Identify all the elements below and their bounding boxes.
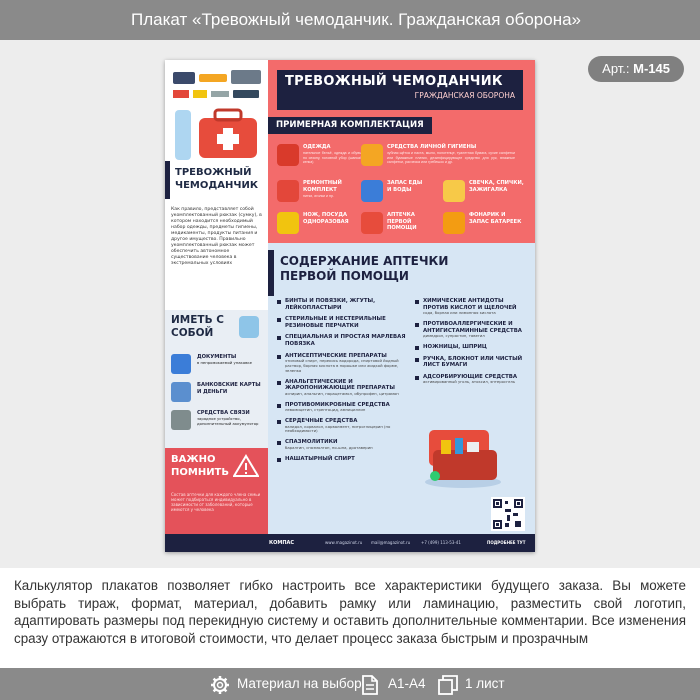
first-aid-title: СОДЕРЖАНИЕ АПТЕЧКИ ПЕРВОЙ ПОМОЩИ [280,254,449,283]
poster-title: ТРЕВОЖНЫЙ ЧЕМОДАНЧИК [285,74,503,89]
kit-item [277,142,363,170]
food-water-icon [361,180,383,202]
list-item [171,354,263,382]
list-item [415,356,527,369]
list-item [171,410,263,438]
med-name: АНТИСЕПТИЧЕСКИЕ ПРЕПАРАТЫ [285,352,387,359]
med-name: НАШАТЫРНЫЙ СПИРТ [285,455,355,462]
qr-label: ПОДРОБНЕЕ ТУТ [487,540,526,545]
qr-code[interactable] [491,497,525,531]
warning-icon [233,454,259,478]
supplies-illustration [169,66,265,164]
list-item [415,344,527,351]
med-name: АДСОРБИРУЮЩИЕ СРЕДСТВА [423,373,518,380]
meds-list-right [415,298,527,390]
list-item [277,298,407,311]
med-desc: активированный уголь, атоксил, энтеросгель [423,379,516,385]
credit-card-icon [171,382,191,402]
document-icon [361,675,379,695]
med-name: СЕРДЕЧНЫЕ СРЕДСТВА [285,417,358,424]
format-label: А1-А4 [388,676,426,691]
important-box [165,448,268,534]
kit-item-desc: нательное бельё, одежда и обувь по сезону, головной убор (шапка/кепка) [303,151,361,165]
kit-item-desc: нитки, иголки и пр. [303,194,334,198]
first-aid-kit-icon [361,212,383,234]
poster-footer [165,534,535,552]
poster-preview[interactable] [165,60,535,552]
hygiene-icon [361,144,383,166]
have-with-you-list [171,354,263,438]
backpack-icon [239,316,259,338]
footer-site: www.magazinot.ru [325,540,363,545]
med-desc: левомицетин, стрептоцид, ампициллин [285,407,366,413]
list-item [415,298,527,316]
left-title: ТРЕВОЖНЫЙ ЧЕМОДАНЧИК [175,167,259,191]
important-title: ВАЖНО ПОМНИТЬ [171,454,230,478]
kit-item-name: ФОНАРИК И ЗАПАС БАТАРЕЕК [469,212,522,225]
brand-logo: КОМПАС [269,540,295,546]
list-item [277,439,407,450]
list-item [415,374,527,385]
kit-item-desc: зубная щётка и паста, мыло, полотенце, туалетная бумага, сухие салфетки или бумажные платки, дезинфицирующее средство для рук, влажные салфетки, расческа или гребешок и др. [387,151,515,165]
left-title-band [165,161,268,199]
med-name: ПРОТИВОМИКРОБНЫЕ СРЕДСТВА [285,401,390,408]
sheets-label: 1 лист [465,676,505,691]
med-desc: аспирин, анальгин, парацетамол, ибупрофен, цитрамон [285,390,399,396]
meds-list-left [277,298,407,467]
gear-icon [210,675,230,695]
have-with-you-title: ИМЕТЬ С СОБОЙ [171,314,224,339]
med-name: БИНТЫ И ПОВЯЗКИ, ЖГУТЫ, ЛЕЙКОПЛАСТЫРИ [285,298,376,311]
med-desc: баралгин, спазмолгон, но-шпа, дротаверин [285,444,373,450]
page-title: Плакат «Тревожный чемоданчик. Гражданская оборона» [131,10,582,29]
first-aid-case-illustration [423,420,503,490]
have-item-desc: зарядное устройство, дополнительный аккумулятор [197,416,259,426]
list-item [277,353,407,374]
passport-icon [171,354,191,374]
have-item-name: БАНКОВСКИЕ КАРТЫ И ДЕНЬГИ [197,382,261,395]
article-code: М-145 [633,61,670,76]
page-header [0,0,700,40]
list-item [171,382,263,410]
kit-item [277,210,363,238]
kit-item-name: СРЕДСТВА ЛИЧНОЙ ГИГИЕНЫ [387,144,477,150]
list-item [415,321,527,339]
material-option[interactable] [210,668,362,700]
list-item [277,316,407,329]
cutlery-icon [277,212,299,234]
product-options-bar [0,668,700,700]
pages-icon [438,675,458,695]
list-item [277,456,407,463]
kit-item-name: РЕМОНТНЫЙ КОМПЛЕКТ [303,180,342,193]
sheets-option[interactable] [438,668,508,700]
med-name: РУЧКА, БЛОКНОТ ИЛИ ЧИСТЫЙ ЛИСТ БУМАГИ [423,355,523,369]
kit-item-name: ОДЕЖДА [303,144,331,150]
kit-item [361,178,441,206]
material-label: Материал на выбор [237,676,362,691]
qr-icon [493,499,523,529]
left-description: Как правило, представляет собой укомплектованный рюкзак (сумку), в котором находится необходимый набор одежды, предметы гигиены, медикаменты, продукты питания и другое имущество. Правильно укомплектованный рюкзак может обеспечить автономное существование человека в экстремальных условиях [171,207,262,266]
footer-email: mail@magazinot.ru [371,540,411,545]
article-label: Арт.: [602,61,630,76]
med-name: ПРОТИВОАЛЛЕРГИЧЕСКИЕ И АНТИГИСТАМИННЫЕ СРЕДСТВА [423,320,522,334]
med-desc: валидол, корвалол, карвалмент, нитроглицерин (по необходимости) [285,423,391,434]
med-name: СТЕРИЛЬНЫЕ И НЕСТЕРИЛЬНЫЕ РЕЗИНОВЫЕ ПЕРЧАТКИ [285,316,386,329]
poster-title-block [277,70,523,110]
med-desc: этиловый спирт, перекись водорода, спиртовой йодный раствор, борная кислота в порошке или жидкой форме, зеленка [285,358,399,373]
list-item [277,379,407,397]
kit-item [443,210,529,238]
kit-item-name: АПТЕЧКА ПЕРВОЙ ПОМОЩИ [387,212,417,231]
have-item-desc: в непромокаемой упаковке [197,360,253,365]
kit-section-title: ПРИМЕРНАЯ КОМПЛЕКТАЦИЯ [268,117,432,134]
article-badge [588,56,684,82]
candle-icon [443,180,465,202]
kit-item [361,142,521,170]
repair-kit-icon [277,180,299,202]
kit-item-name: ЗАПАС ЕДЫ И ВОДЫ [387,180,423,193]
kit-item [361,210,441,238]
poster-subtitle: ГРАЖДАНСКАЯ ОБОРОНА [414,91,515,100]
list-item [277,334,407,347]
clothing-icon [277,144,299,166]
product-description: Калькулятор плакатов позволяет гибко настроить все характеристики будущего заказа. Вы можете выбрать тираж, формат, материал, добавить рамку или ламинацию, разместить свой логотип, адаптировать размеры под перекидную систему и оставить дополнительные комментарии. Все изменения сразу отражаются в итоговой стоимости, что делает процесс заказа быстрым и прозрачным [14,578,686,646]
phone-icon [171,410,191,430]
have-item-name: СРЕДСТВА СВЯЗИ [197,410,250,416]
med-name: АНАЛЬГЕТИЧЕСКИЕ И ЖАРОПОНИЖАЮЩИЕ ПРЕПАРАТЫ [285,378,395,392]
format-option[interactable] [361,668,431,700]
med-desc: сода, борная или лимонная кислота [423,310,496,316]
med-name: НОЖНИЦЫ, ШПРИЦ [423,343,487,350]
important-text: Состав аптечки для каждого члена семьи может подбираться индивидуально в зависимости от заболеваний, которые имеются у человека [171,492,261,512]
flashlight-icon [443,212,465,234]
kit-item [443,178,529,206]
list-item [277,402,407,413]
kit-item-name: СВЕЧКА, СПИЧКИ, ЗАЖИГАЛКА [469,180,524,193]
have-item-name: ДОКУМЕНТЫ [197,354,237,360]
kit-item [277,178,363,206]
first-aid-heading [268,250,535,296]
med-desc: димедрол, супрастин, тавегил [423,333,485,339]
footer-phone: +7 (499) 113-53-41 [421,540,461,545]
kit-item-name: НОЖ, ПОСУДА ОДНОРАЗОВАЯ [303,212,349,225]
med-name: СПАЗМОЛИТИКИ [285,439,338,446]
heading-accent [268,250,274,296]
med-name: ХИМИЧЕСКИЕ АНТИДОТЫ ПРОТИВ КИСЛОТ И ЩЕЛОЧЕЙ [423,298,517,311]
list-item [277,418,407,434]
med-name: СПЕЦИАЛЬНАЯ И ПРОСТАЯ МАРЛЕВАЯ ПОВЯЗКА [285,334,406,347]
